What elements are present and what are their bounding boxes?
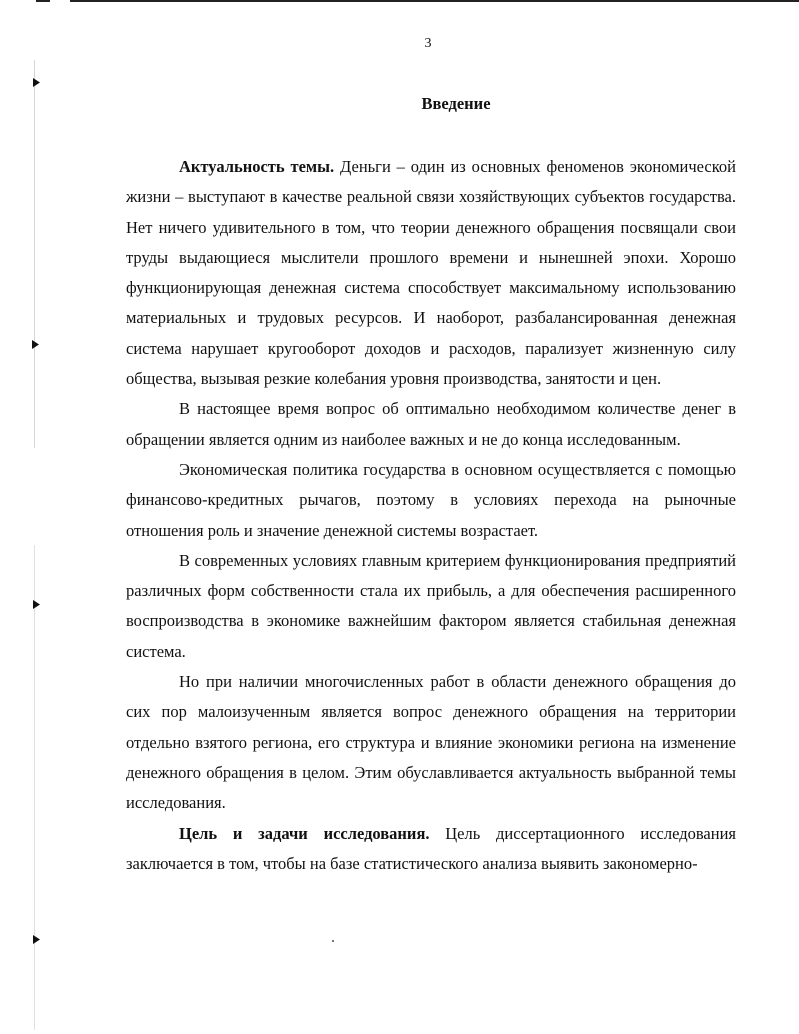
binder-hole-mark xyxy=(33,935,40,944)
paragraph-text: Цель диссертационного исследования заключается в том, чтобы на базе статистического анализа выявить закономерно- xyxy=(126,823,736,873)
paragraph-lead-relevance: Актуальность темы. xyxy=(179,157,335,176)
paragraph-text: Деньги – один из основных феноменов экономической жизни – выступают в качестве реальной связи хозяйствующих субъектов государства. Нет ничего удивительного в том, что теории денежного обращения посвящали свои труды выдающиеся мыслители прошлого времени и нынешней эпохи. Хорошо функционирующая денежная система способствует максимальному использованию материальных и трудовых ресурсов. И наоборот, разбалансированная денежная система нарушает кругооборот доходов и расходов, парализует жизненную силу общества, вызывая резкие колебания уровня производства, занятости и цен. xyxy=(126,157,736,389)
scan-artifact xyxy=(332,940,334,942)
paragraph xyxy=(126,455,736,546)
scan-top-rule xyxy=(70,0,799,2)
paragraph xyxy=(126,667,736,818)
paragraph-text: Но при наличии многочисленных работ в области денежного обращения до сих пор малоизученным является вопрос денежного обращения на территории отдельно взятого региона, его структура и влияние экономики региона на изменение денежного обращения в целом. Этим обуславливается актуальность выбранной темы исследования. xyxy=(126,672,736,813)
binder-hole-mark xyxy=(32,340,39,349)
paragraph-text: В современных условиях главным критерием функционирования предприятий различных форм собственности стала их прибыль, а для обеспечения расширенного воспроизводства в экономике важнейшим фактором является стабильная денежная система. xyxy=(126,550,736,661)
paragraph-text: В настоящее время вопрос об оптимально необходимом количестве денег в обращении является одним из наиболее важных и не до конца исследованным. xyxy=(126,399,736,449)
binder-hole-mark xyxy=(33,78,40,87)
paragraph xyxy=(126,394,736,455)
section-title: Введение xyxy=(421,94,491,113)
paragraph-lead-goals: Цель и задачи исследования. xyxy=(179,823,430,843)
paragraph xyxy=(126,546,736,667)
scan-margin-line xyxy=(34,60,35,1030)
paragraph-goals xyxy=(126,819,736,880)
paragraph-relevance xyxy=(126,152,736,394)
page-number: 3 xyxy=(424,36,432,51)
paragraph-text: Экономическая политика государства в основном осуществляется с помощью финансово-кредитных рычагов, поэтому в условиях перехода на рыночные отношения роль и значение денежной системы возрастает. xyxy=(126,459,736,540)
scan-top-rule-left xyxy=(36,0,50,2)
binder-hole-mark xyxy=(33,600,40,609)
document-body xyxy=(126,152,736,879)
